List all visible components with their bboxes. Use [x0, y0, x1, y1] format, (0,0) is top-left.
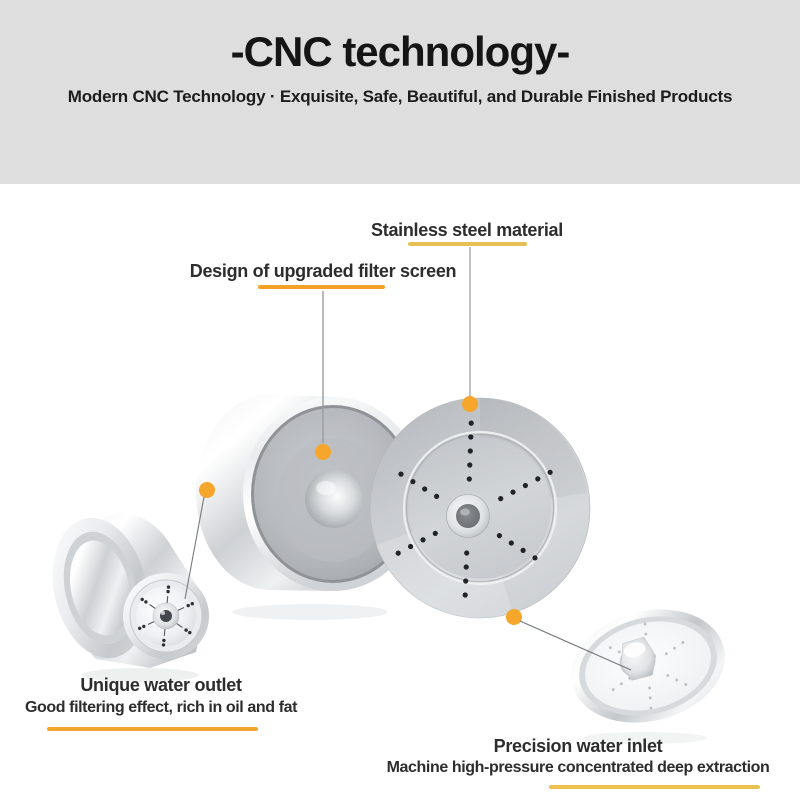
- page-title: -CNC technology-: [230, 28, 570, 75]
- hole-dot: [464, 550, 469, 555]
- hole-dot: [497, 533, 502, 538]
- hole-dot: [167, 585, 170, 588]
- hole-dot: [166, 590, 169, 593]
- hole-dot: [187, 604, 190, 607]
- hole-dot: [463, 578, 468, 583]
- hole-dot: [142, 625, 145, 628]
- underline-filter-screen: [258, 285, 385, 289]
- hole-dot: [548, 470, 553, 475]
- callout-dot-water-inlet: [506, 609, 522, 625]
- hole-dot: [141, 598, 144, 601]
- callout-dot-filter-screen: [315, 444, 331, 460]
- callout-label-filter-screen: Design of upgraded filter screen: [189, 261, 457, 281]
- underline-water-outlet: [47, 727, 258, 731]
- hole-dot: [469, 421, 474, 426]
- water-outlet-cup: [40, 509, 209, 668]
- hole-dot: [396, 551, 401, 556]
- hole-dot: [498, 496, 503, 501]
- hole-dot: [467, 462, 472, 467]
- callout-sublabel-water-outlet: Good filtering effect, rich in oil and fat: [24, 699, 298, 716]
- shadow-body: [232, 604, 388, 620]
- underline-stainless: [408, 242, 527, 246]
- hole-dot: [464, 564, 469, 569]
- hole-dot: [138, 627, 141, 630]
- hole-dot: [410, 479, 415, 484]
- hole-dot: [420, 537, 425, 542]
- hole-dot: [468, 434, 473, 439]
- hole-dot: [433, 531, 438, 536]
- page-subtitle: Modern CNC Technology · Exquisite, Safe, Beautiful, and Durable Finished Products: [67, 87, 733, 107]
- hole-dot: [468, 448, 473, 453]
- underline-water-inlet: [549, 785, 760, 789]
- callout-dot-water-outlet: [199, 482, 215, 498]
- callout-label-stainless: Stainless steel material: [371, 220, 563, 240]
- hole-dot: [535, 476, 540, 481]
- hole-dot: [510, 490, 515, 495]
- hole-dot: [162, 643, 165, 646]
- hole-dot: [184, 628, 187, 631]
- hole-dot: [463, 592, 468, 597]
- hole-dot: [532, 555, 537, 560]
- water-inlet-lid: [559, 594, 737, 738]
- hole-dot: [398, 472, 403, 477]
- callout-dot-stainless: [462, 396, 478, 412]
- hole-dot: [162, 639, 165, 642]
- filter-screen-disc: [370, 398, 590, 618]
- hole-dot: [509, 540, 514, 545]
- hole-dot: [523, 483, 528, 488]
- hole-dot: [188, 631, 191, 634]
- hole-dot: [521, 548, 526, 553]
- callout-label-water-outlet: Unique water outlet: [80, 675, 242, 695]
- hole-dot: [191, 602, 194, 605]
- hole-dot: [434, 494, 439, 499]
- hole-dot: [467, 476, 472, 481]
- callout-sublabel-water-inlet: Machine high-pressure concentrated deep extraction: [386, 759, 770, 776]
- hole-dot: [144, 600, 147, 603]
- hole-dot: [422, 486, 427, 491]
- callout-label-water-inlet: Precision water inlet: [493, 736, 663, 756]
- hole-dot: [408, 544, 413, 549]
